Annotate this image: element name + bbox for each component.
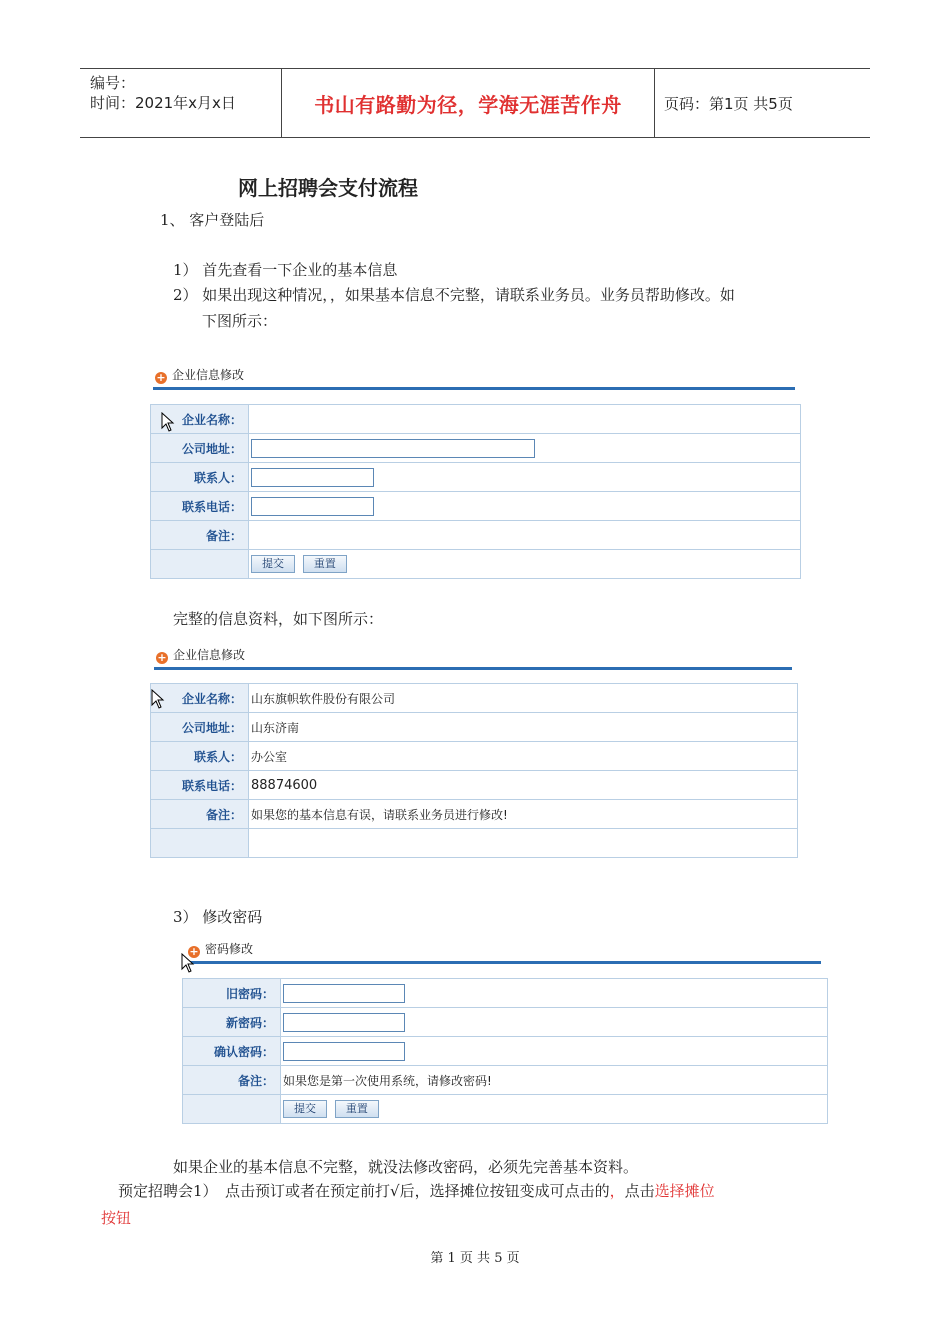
form-row [151,713,798,742]
old-password-label: 旧密码： [183,979,281,1008]
panel1-form [150,404,801,579]
button-cell [249,550,801,579]
panel1-heading [155,366,244,384]
form-row [151,492,801,521]
old-password-input[interactable] [283,984,405,1003]
form-row [151,521,801,550]
reserve-red-comma: ， [609,1182,625,1200]
form-row [151,771,798,800]
phone-label: 联系电话： [151,771,249,800]
form-row [151,463,801,492]
form-row [151,434,801,463]
form-row [151,742,798,771]
phone-input[interactable] [251,497,374,516]
phone-label: 联系电话： [151,492,249,521]
confirm-password-input[interactable] [283,1042,405,1061]
plus-circle-icon: + [157,651,167,664]
reset-button[interactable]: 重置 [335,1100,379,1118]
form-row [151,684,798,713]
remark-label: 备注： [183,1066,281,1095]
company-name-label: 企业名称： [151,684,249,713]
company-name-value: 山东旗帜软件股份有限公司 [249,684,798,713]
mouse-cursor-icon [181,953,195,973]
complete-intro: 完整的信息资料，如下图所示： [173,610,384,628]
header-motto: 书山有路勤为径，学海无涯苦作舟 [314,93,622,117]
page-footer: 第 1 页 共 5 页 [430,1251,520,1266]
company-name-value [249,405,801,434]
list-item-2-cont: 下图所示： [202,312,278,330]
new-password-input[interactable] [283,1013,405,1032]
incomplete-note: 如果企业的基本信息不完整，就没法修改密码，必须先完善基本资料。 [173,1158,639,1176]
remark-value: 如果您是第一次使用系统，请修改密码! [281,1066,828,1095]
contact-cell [249,463,801,492]
list-item-3: 3） 修改密码 [173,908,263,926]
contact-value: 办公室 [249,742,798,771]
document-title: 网上招聘会支付流程 [238,176,418,200]
submit-button[interactable]: 提交 [251,555,295,573]
company-address-input[interactable] [251,439,535,458]
empty-label [151,829,249,858]
company-address-label: 公司地址： [151,713,249,742]
header-page-info: 页码：第1页 共5页 [664,95,793,113]
reserve-text: 预定招聘会1） 点击预订或者在预定前打√后，选择摊位按钮变成可点击的 [118,1182,610,1200]
form-row [151,829,798,858]
confirm-password-label: 确认密码： [183,1037,281,1066]
panel3-heading [188,940,253,958]
new-password-cell [281,1008,828,1037]
reserve-select-booth: 选择摊位 [654,1182,715,1200]
plus-circle-icon: + [156,371,166,384]
remark-label: 备注： [151,800,249,829]
panel3-heading-text: 密码修改 [205,942,254,956]
form-row [183,1037,828,1066]
form-row [183,1066,828,1095]
submit-button[interactable]: 提交 [283,1100,327,1118]
panel2-heading [156,646,245,664]
panel3-rule [186,961,821,964]
phone-value: 88874600 [249,771,798,800]
panel2-rule [154,667,792,670]
company-address-value: 山东济南 [249,713,798,742]
company-name-label: 企业名称： [151,405,249,434]
form-row [151,550,801,579]
time-label: 时间：2021年x月x日 [90,94,236,112]
new-password-label: 新密码： [183,1008,281,1037]
plus-circle-icon: + [189,945,199,958]
reserve-button-word: 按钮 [101,1209,132,1227]
empty-label [183,1095,281,1124]
mouse-cursor-icon [151,689,165,709]
contact-label: 联系人： [151,742,249,771]
panel2-heading-text: 企业信息修改 [173,648,246,662]
panel3-form [182,978,828,1124]
list-item-1: 1） 首先查看一下企业的基本信息 [173,261,398,279]
button-cell [281,1095,828,1124]
form-row [183,1008,828,1037]
remark-label: 备注： [151,521,249,550]
page-header [80,68,870,138]
mouse-cursor-icon [161,412,175,432]
reserve-click: 点击 [624,1182,655,1200]
confirm-password-cell [281,1037,828,1066]
remark-value: 如果您的基本信息有误，请联系业务员进行修改! [249,800,798,829]
panel1-rule [153,387,795,390]
phone-cell [249,492,801,521]
company-address-cell [249,434,801,463]
contact-label: 联系人： [151,463,249,492]
remark-value [249,521,801,550]
reserve-instruction [118,1180,818,1202]
step-1: 1、 客户登陆后 [160,211,265,229]
panel1-heading-text: 企业信息修改 [172,368,245,382]
header-meta [90,73,236,113]
form-row [151,405,801,434]
form-row [151,800,798,829]
empty-value [249,829,798,858]
number-label: 编号： [90,74,136,92]
form-row [183,1095,828,1124]
list-item-2: 2） 如果出现这种情况，，如果基本信息不完整，请联系业务员。业务员帮助修改。如 [173,286,735,304]
reset-button[interactable]: 重置 [303,555,347,573]
company-address-label: 公司地址： [151,434,249,463]
form-row [183,979,828,1008]
empty-label [151,550,249,579]
old-password-cell [281,979,828,1008]
contact-input[interactable] [251,468,374,487]
panel2-form [150,683,798,858]
